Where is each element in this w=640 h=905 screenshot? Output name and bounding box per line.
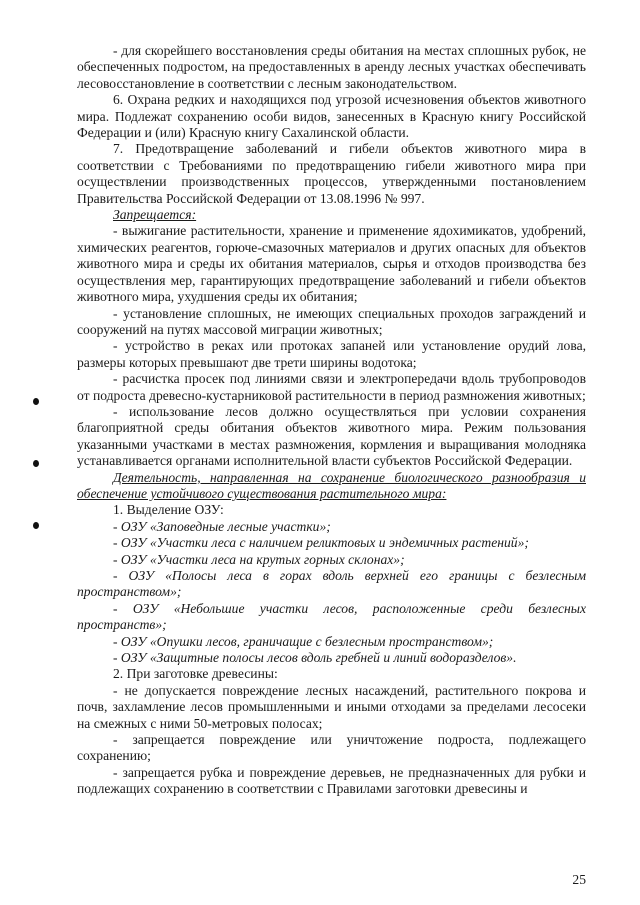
paragraph: 1. Выделение ОЗУ: (113, 502, 224, 518)
margin-mark-2 (33, 460, 39, 467)
paragraph: Деятельность, направленная на сохранение биологического разнообразия и обеспечение устойчивого существования растительного мира: (77, 469, 586, 501)
paragraph: - не допускается повреждение лесных насаждений, растительного покрова и почв, захламление лесов промышленными и иными отходами за пределами лесосеки на смежных с ними 50-метровых полосах; (77, 682, 586, 731)
paragraph: - устройство в реках или протоках запаней или установление орудий лова, размеры которых превышают две трети ширины водотока; (77, 338, 586, 370)
paragraph: 2. При заготовке древесины: (113, 666, 278, 682)
paragraph: - ОЗУ «Полосы леса в горах вдоль верхней его границы с безлесным пространством»; (77, 568, 586, 600)
paragraph: - выжигание растительности, хранение и применение ядохимикатов, удобрений, химических реагентов, горюче-смазочных материалов и других опасных для объектов животного мира и среды их обитания материалов, сырья и отходов производства без осуществления мер, гарантирующих предотвращение заболеваний и гибели объектов животного мира, ухудшения среды их обитания; (77, 223, 586, 305)
paragraph: - расчистка просек под линиями связи и электропередачи вдоль трубопроводов от подроста древесно-кустарниковой растительности в период размножения животных; (77, 371, 586, 403)
margin-mark-3 (33, 522, 39, 529)
paragraph: - установление сплошных, не имеющих специальных проходов заграждений и сооружений на путях массовой миграции животных; (77, 305, 586, 337)
page-number: 25 (572, 872, 586, 887)
paragraph: - запрещается рубка и повреждение деревьев, не предназначенных для рубки и подлежащих сохранению в соответствии с Правилами заготовки древесины и (77, 764, 586, 797)
paragraph: - для скорейшего восстановления среды обитания на местах сплошных рубок, не обеспеченных подростом, на предоставленных в аренду лесных участках обеспечивать лесовосстановление в соответствии с лесным законодательством. (77, 43, 586, 91)
paragraph: - использование лесов должно осуществляться при условии сохранения благоприятной среды обитания объектов животного мира. Режим пользования указанными участками в местах размножения, кормления и выращивания молодняка устанавливается органами исполнительной власти субъектов Российской Федерации. (77, 403, 586, 469)
paragraph: - ОЗУ «Заповедные лесные участки»; (113, 518, 331, 534)
document-body (77, 43, 586, 798)
paragraph: Запрещается: (113, 207, 197, 223)
paragraph: - запрещается повреждение или уничтожение подроста, подлежащего сохранению; (77, 732, 586, 764)
paragraph: - ОЗУ «Небольшие участки лесов, расположенные среди безлесных пространств»; (77, 600, 586, 633)
paragraph: - ОЗУ «Опушки лесов, граничащие с безлесным пространством»; (113, 633, 494, 649)
paragraph: 6. Охрана редких и находящихся под угрозой исчезновения объектов животного мира. Подлежат сохранению особи видов, занесенных в Красную книгу Российской Федерации и (или) Красную книгу Сахалинской области. (77, 92, 586, 141)
paragraph: - ОЗУ «Участки леса на крутых горных склонах»; (113, 551, 405, 567)
paragraph: - ОЗУ «Защитные полосы лесов вдоль гребней и линий водоразделов». (113, 650, 517, 666)
paragraph: 7. Предотвращение заболеваний и гибели объектов животного мира в соответствии с Требованиями по предотвращению гибели животного мира при осуществлении производственных процессов, утвержденными постановлением Правительства Российской Федерации от 13.08.1996 № 997. (77, 141, 586, 206)
margin-mark-1 (33, 398, 39, 405)
paragraph: - ОЗУ «Участки леса с наличием реликтовых и эндемичных растений»; (113, 535, 529, 551)
